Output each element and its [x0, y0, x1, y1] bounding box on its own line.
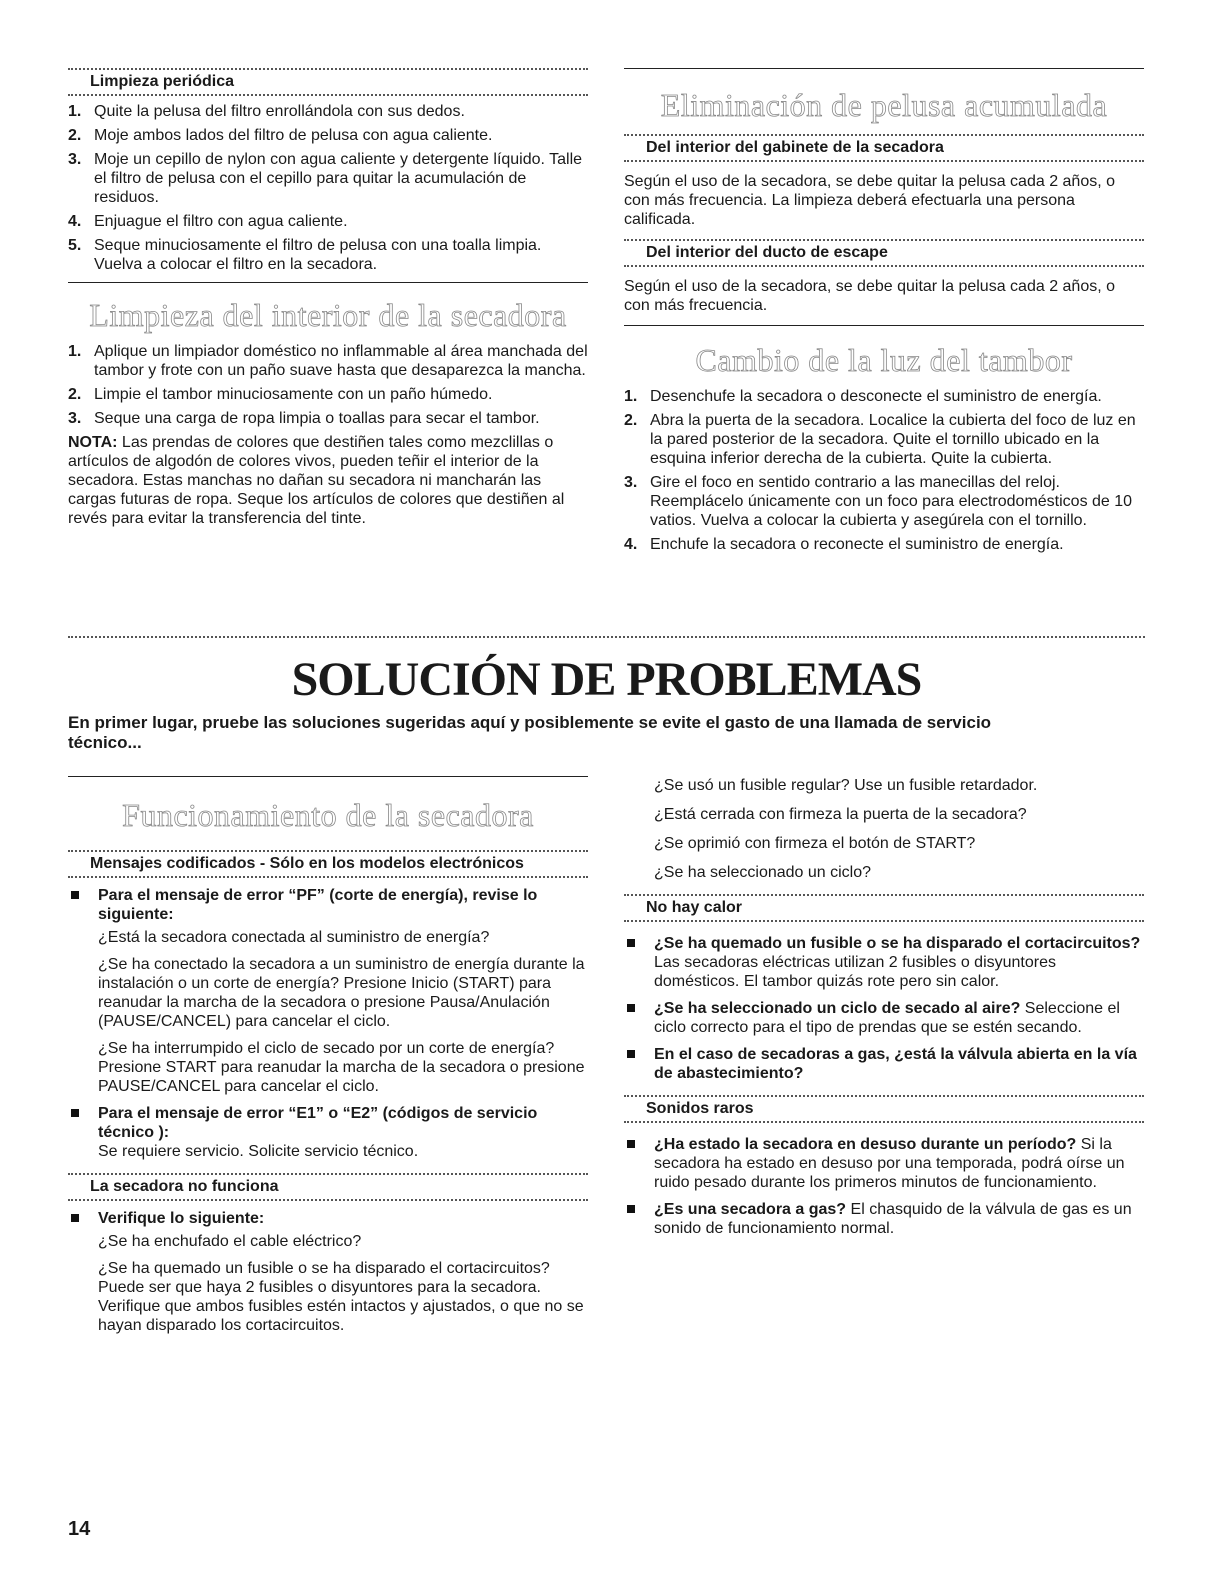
list-item: 2. Moje ambos lados del filtro de pelusa con agua caliente. — [68, 127, 493, 144]
question-text: ¿Se oprimió con firmeza el botón de START? — [654, 835, 976, 852]
question-text: ¿Se ha quemado un fusible o se ha disparado el cortacircuitos? Puede ser que haya 2 fusibles o disyuntores para la secadora. Verifique que ambos fusibles estén intactos y ajustados, o que no se hayan disparado los cortacircuitos. — [98, 1260, 584, 1334]
divider — [624, 325, 1144, 326]
note-paragraph — [68, 433, 588, 528]
bullet-item: Para el mensaje de error “PF” (corte de energía), revise lo siguiente: — [68, 886, 588, 924]
question-text: ¿Se usó un fusible regular? Use un fusible retardador. — [654, 777, 1038, 794]
divider — [624, 920, 1144, 922]
divider — [68, 776, 588, 777]
list-item: 2. Abra la puerta de la secadora. Localice la cubierta del foco de luz en la pared posterior de la secadora. Quite el tornillo ubicado en la esquina inferior derecha de la cubierta. Quite la cubierta. — [624, 412, 1136, 467]
divider — [624, 1121, 1144, 1123]
section-heading-limpieza-periodica: Limpieza periódica — [90, 73, 235, 90]
list-item: 3. Gire el foco en sentido contrario a las manecillas del reloj. Reemplácelo únicamente con un foco para electrodomésticos de 10 vatios. Vuelva a colocar la cubierta y asegúrela con el tornillo. — [624, 474, 1133, 529]
left-bottom-column — [68, 776, 588, 1343]
list-item: 3. Moje un cepillo de nylon con agua caliente y detergente líquido. Talle el filtro de pelusa con el cepillo para quitar la acumulación de residuos. — [68, 151, 583, 206]
ducto-text: Según el uso de la secadora, se debe quitar la pelusa cada 2 años, o con más frecuencia. — [624, 278, 1116, 314]
bullet-square-icon — [627, 1205, 635, 1213]
section-title-funcionamiento: Funcionamiento de la secadora — [122, 797, 534, 833]
bullet-square-icon — [71, 1109, 79, 1117]
list-item: 5. Seque minuciosamente el filtro de pelusa con una toalla limpia. Vuelva a colocar el filtro en la secadora. — [68, 237, 542, 273]
bullet-item: ¿Se ha seleccionado un ciclo de secado al aire? Seleccione el ciclo correcto para el tipo de prendas que se estén secando. — [624, 999, 1144, 1037]
bullet-item: En el caso de secadoras a gas, ¿está la válvula abierta en la vía de abastecimiento? — [624, 1045, 1144, 1083]
question-text: ¿Se ha enchufado el cable eléctrico? — [98, 1233, 362, 1250]
section-heading-ducto: Del interior del ducto de escape — [646, 244, 888, 261]
bullet-item: ¿Se ha quemado un fusible o se ha disparado el cortacircuitos? Las secadoras eléctricas utilizan 2 fusibles o disyuntores domésticos. El tambor quizás rote pero sin calor. — [624, 934, 1144, 991]
bullet-item: ¿Es una secadora a gas? El chasquido de la válvula de gas es un sonido de funcionamiento normal. — [624, 1200, 1144, 1238]
divider — [68, 282, 588, 283]
list-item: 4. Enjuague el filtro con agua caliente. — [68, 213, 348, 230]
list-item: 4. Enchufe la secadora o reconecte el suministro de energía. — [624, 536, 1064, 553]
section-heading-mensajes: Mensajes codificados - Sólo en los modelos electrónicos — [90, 855, 524, 872]
section-heading-no-calor: No hay calor — [646, 899, 743, 916]
list-item: 1. Quite la pelusa del filtro enrollándola con sus dedos. — [68, 103, 465, 120]
divider — [624, 160, 1144, 162]
divider — [68, 94, 588, 96]
list-item: 3. Seque una carga de ropa limpia o toallas para secar el tambor. — [68, 410, 540, 427]
section-title-limpieza-interior: Limpieza del interior de la secadora — [89, 297, 567, 333]
list-item: 1. Aplique un limpiador doméstico no inflammable al área manchada del tambor y frote con un paño suave hasta que desaparezca la mancha. — [68, 343, 588, 379]
bullet-item: Para el mensaje de error “E1” o “E2” (códigos de servicio técnico ): Se requiere servicio. Solicite servicio técnico. — [68, 1104, 588, 1161]
section-heading-no-funciona: La secadora no funciona — [90, 1178, 279, 1195]
section-title-cambio-luz: Cambio de la luz del tambor — [695, 342, 1073, 378]
bullet-item: ¿Ha estado la secadora en desuso durante un período? Si la secadora ha estado en desuso por una temporada, podrá oírse un ruido pesado durante los primeros minutos de funcionamiento. — [624, 1135, 1144, 1192]
bullet-square-icon — [627, 1050, 635, 1058]
bullet-square-icon — [71, 1214, 79, 1222]
question-text: ¿Se ha seleccionado un ciclo? — [654, 864, 872, 881]
divider — [68, 1199, 588, 1201]
limpieza-periodica-steps — [68, 102, 588, 274]
page-number: 14 — [68, 1518, 91, 1540]
right-top-column — [624, 68, 1144, 559]
right-bottom-column — [624, 776, 1144, 1242]
question-text: ¿Se ha interrumpido el ciclo de secado por un corte de energía? Presione START para reanudar la marcha de la secadora o presione PAUSE/CANCEL para cancelar el ciclo. — [98, 1040, 585, 1095]
list-item: 1. Desenchufe la secadora o desconecte el suministro de energía. — [624, 388, 1102, 405]
bullet-square-icon — [627, 1004, 635, 1012]
question-text: ¿Está cerrada con firmeza la puerta de la secadora? — [654, 806, 1027, 823]
cambio-luz-steps — [624, 387, 1144, 554]
section-title-eliminacion: Eliminación de pelusa acumulada — [660, 87, 1108, 123]
question-text: ¿Está la secadora conectada al suministro de energía? — [98, 929, 490, 946]
intro-text: En primer lugar, pruebe las soluciones sugeridas aquí y posiblemente se evite el gasto de una llamada de servicio técnico... — [68, 713, 992, 752]
note-text: Las prendas de colores que destiñen tales como mezclillas o artículos de algodón de colores vivos, pueden teñir el interior de la secadora. Estas manchas no dañan su secadora ni mancharán las cargas futuras de ropa. Seque los artículos de colores que destiñen al revés para evitar la transferencia del tinte. — [68, 434, 565, 527]
gabinete-text: Según el uso de la secadora, se debe quitar la pelusa cada 2 años, o con más frecuencia. La limpieza deberá efectuarla una persona calificada. — [624, 173, 1116, 228]
section-heading-gabinete: Del interior del gabinete de la secadora — [646, 139, 944, 156]
bullet-item: Verifique lo siguiente: — [68, 1209, 588, 1228]
question-text: ¿Se ha conectado la secadora a un suministro de energía durante la instalación o un corte de energía? Presione Inicio (START) para reanudar la marcha de la secadora o presione Pausa/Anulación (PAUSE/CANCEL) para cancelar el ciclo. — [98, 956, 585, 1030]
bullet-square-icon — [71, 891, 79, 899]
left-top-column — [68, 68, 588, 528]
bullet-square-icon — [627, 939, 635, 947]
divider — [624, 265, 1144, 267]
section-heading-sonidos: Sonidos raros — [646, 1100, 754, 1117]
divider — [68, 876, 588, 878]
page-title: SOLUCIÓN DE PROBLEMAS — [291, 653, 922, 706]
bullet-square-icon — [627, 1140, 635, 1148]
limpieza-interior-steps — [68, 342, 588, 428]
list-item: 2. Limpie el tambor minuciosamente con un paño húmedo. — [68, 386, 493, 403]
divider — [624, 68, 1144, 69]
note-label: NOTA: — [68, 434, 118, 451]
full-width-divider — [68, 636, 1145, 638]
